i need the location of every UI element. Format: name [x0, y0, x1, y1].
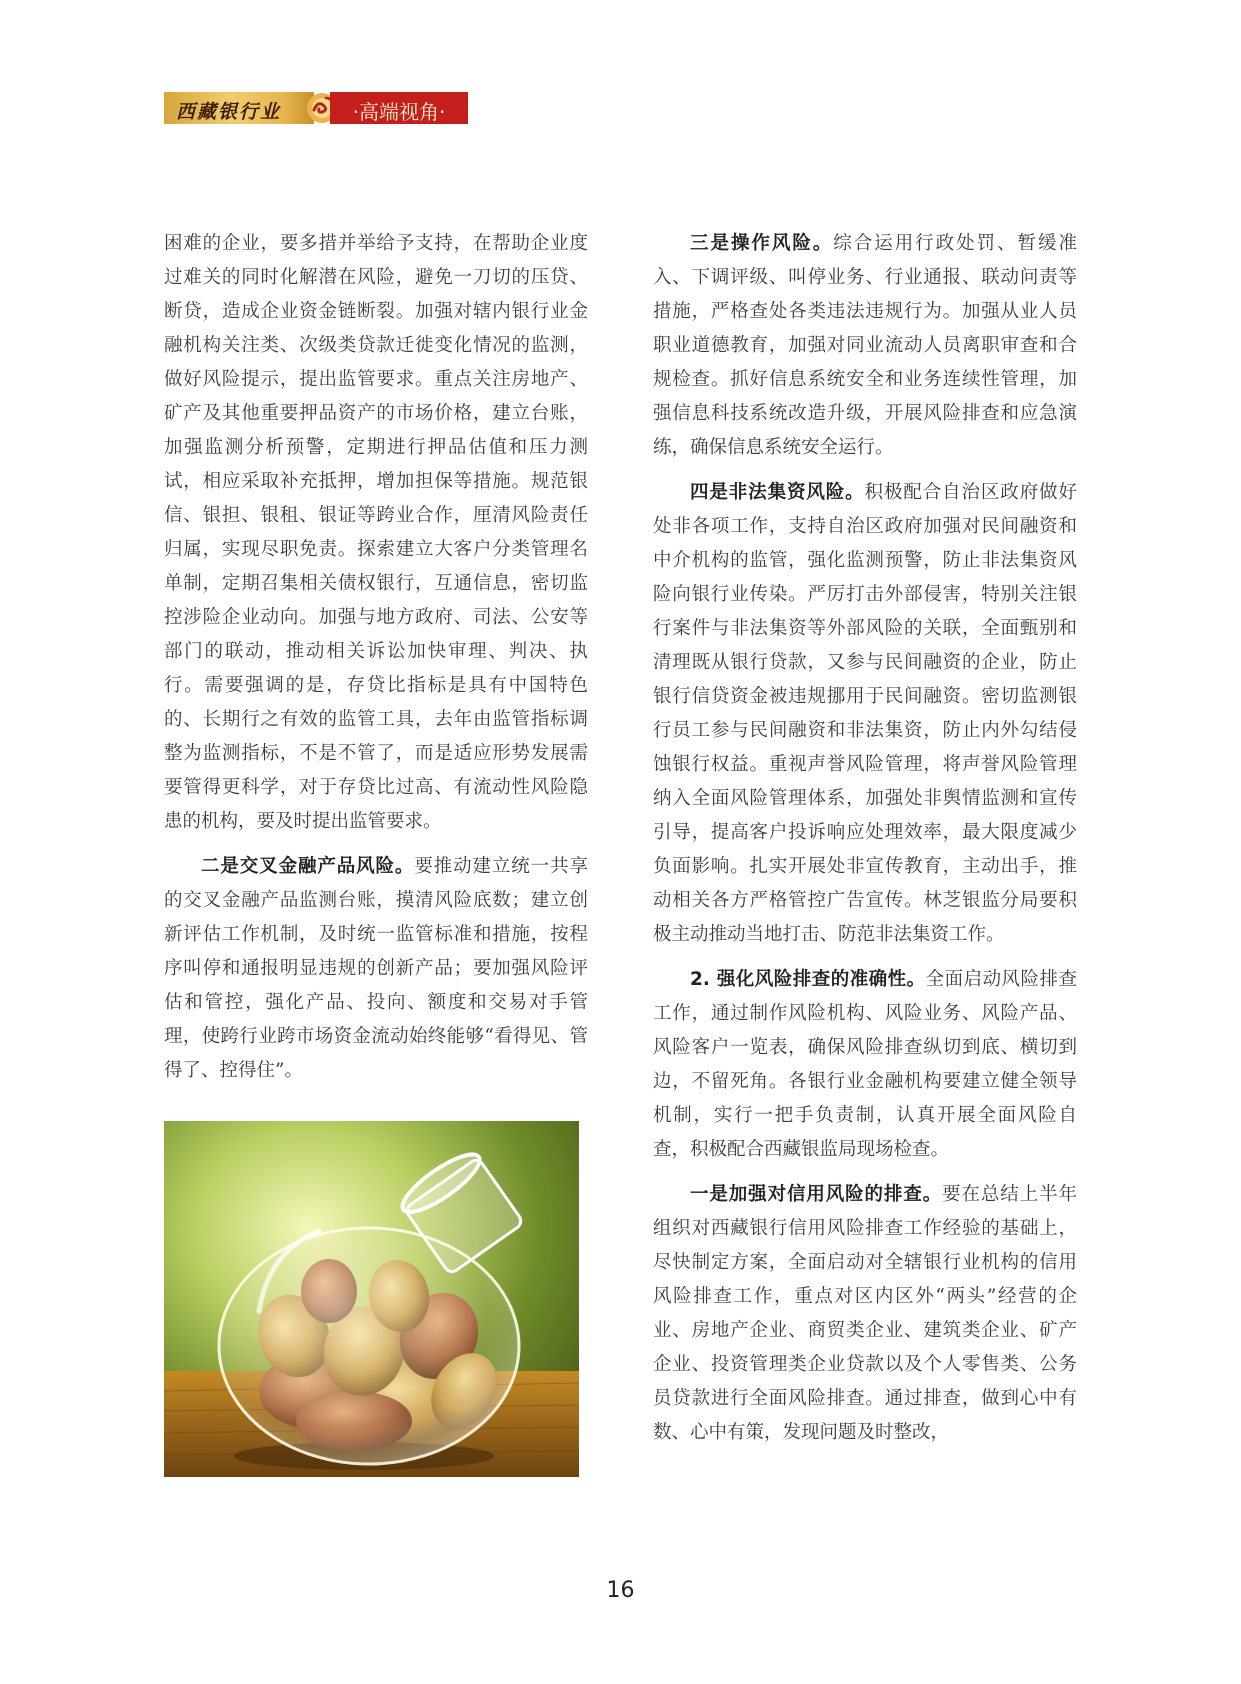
header-banner	[164, 88, 468, 128]
paragraph	[653, 227, 1077, 465]
paragraph-body: 综合运用行政处罚、暂缓准入、下调评级、叫停业务、行业通报、联动问责等措施，严格查处各类违法违规行为。加强从业人员职业道德教育，加强对同业流动人员离职审查和合规检查。抓好信息系统安全和业务连续性管理，加强信息科技系统改造升级，开展风险排查和应急演练，确保信息系统安全运行。	[653, 233, 1077, 458]
paragraph-heading: 一是加强对信用风险的排查。	[690, 1184, 943, 1205]
paragraph	[653, 1178, 1077, 1450]
paragraph	[653, 476, 1077, 952]
paragraph-heading: 四是非法集资风险。	[690, 482, 865, 503]
left-column	[164, 227, 588, 1099]
right-column	[653, 227, 1077, 1461]
section-title-bar	[330, 92, 468, 124]
paragraph-heading: 2. 强化风险排查的准确性。	[690, 969, 926, 990]
coin-jar-photo	[164, 1121, 579, 1477]
magazine-title-bar	[164, 92, 314, 124]
paragraph-heading: 三是操作风险。	[690, 233, 834, 254]
paragraph-body: 要推动建立统一共享的交叉金融产品监测台账，摸清风险底数；建立创新评估工作机制，及时统一监管标准和措施，按程序叫停和通报明显违规的创新产品；要加强风险评估和管控，强化产品、投向、额度和交易对手管理，使跨行业跨市场资金流动始终能够“看得见、管得了、控得住”。	[164, 856, 588, 1081]
paragraph-body: 要在总结上半年组织对西藏银行信用风险排查工作经验的基础上，尽快制定方案，全面启动对全辖银行业机构的信用风险排查工作，重点对区内区外“两头”经营的企业、房地产企业、商贸类企业、建筑类企业、矿产企业、投资管理类企业贷款以及个人零售类、公务员贷款进行全面风险排查。通过排查，做到心中有数、心中有策，发现问题及时整改，	[653, 1184, 1077, 1443]
paragraph	[164, 850, 588, 1088]
page-number: 16	[606, 1578, 635, 1603]
paragraph	[653, 963, 1077, 1167]
paragraph-body: 积极配合自治区政府做好处非各项工作，支持自治区政府加强对民间融资和中介机构的监管，强化监测预警，防止非法集资风险向银行业传染。严厉打击外部侵害，特别关注银行案件与非法集资等外部风险的关联，全面甄别和清理既从银行贷款，又参与民间融资的企业，防止银行信贷资金被违规挪用于民间融资。密切监测银行员工参与民间融资和非法集资，防止内外勾结侵蚀银行权益。重视声誉风险管理，将声誉风险管理纳入全面风险管理体系，加强处非舆情监测和宣传引导，提高客户投诉响应处理效率，最大限度减少负面影响。扎实开展处非宣传教育，主动出手，推动相关各方严格管控广告宣传。林芝银监分局要积极主动推动当地打击、防范非法集资工作。	[653, 482, 1077, 945]
paragraph-body: 全面启动风险排查工作，通过制作风险机构、风险业务、风险产品、风险客户一览表，确保风险排查纵切到底、横切到边，不留死角。各银行业金融机构要建立健全领导机制，实行一把手负责制，认真开展全面风险自查，积极配合西藏银监局现场检查。	[653, 969, 1077, 1160]
section-title: ·高端视角·	[352, 100, 446, 124]
magazine-title: 西藏银行业	[176, 101, 282, 123]
paragraph-heading: 二是交叉金融产品风险。	[201, 856, 415, 877]
paragraph: 困难的企业，要多措并举给予支持，在帮助企业度过难关的同时化解潜在风险，避免一刀切的压贷、断贷，造成企业资金链断裂。加强对辖内银行业金融机构关注类、次级类贷款迁徙变化情况的监测，做好风险提示，提出监管要求。重点关注房地产、矿产及其他重要押品资产的市场价格，建立台账，加强监测分析预警，定期进行押品估值和压力测试，相应采取补充抵押，增加担保等措施。规范银信、银担、银租、银证等跨业合作，厘清风险责任归属，实现尽职免责。探索建立大客户分类管理名单制，定期召集相关债权银行，互通信息，密切监控涉险企业动向。加强与地方政府、司法、公安等部门的联动，推动相关诉讼加快审理、判决、执行。需要强调的是，存贷比指标是具有中国特色的、长期行之有效的监管工具，去年由监管指标调整为监测指标，不是不管了，而是适应形势发展需要管得更科学，对于存贷比过高、有流动性风险隐患的机构，要及时提出监管要求。	[164, 233, 588, 832]
